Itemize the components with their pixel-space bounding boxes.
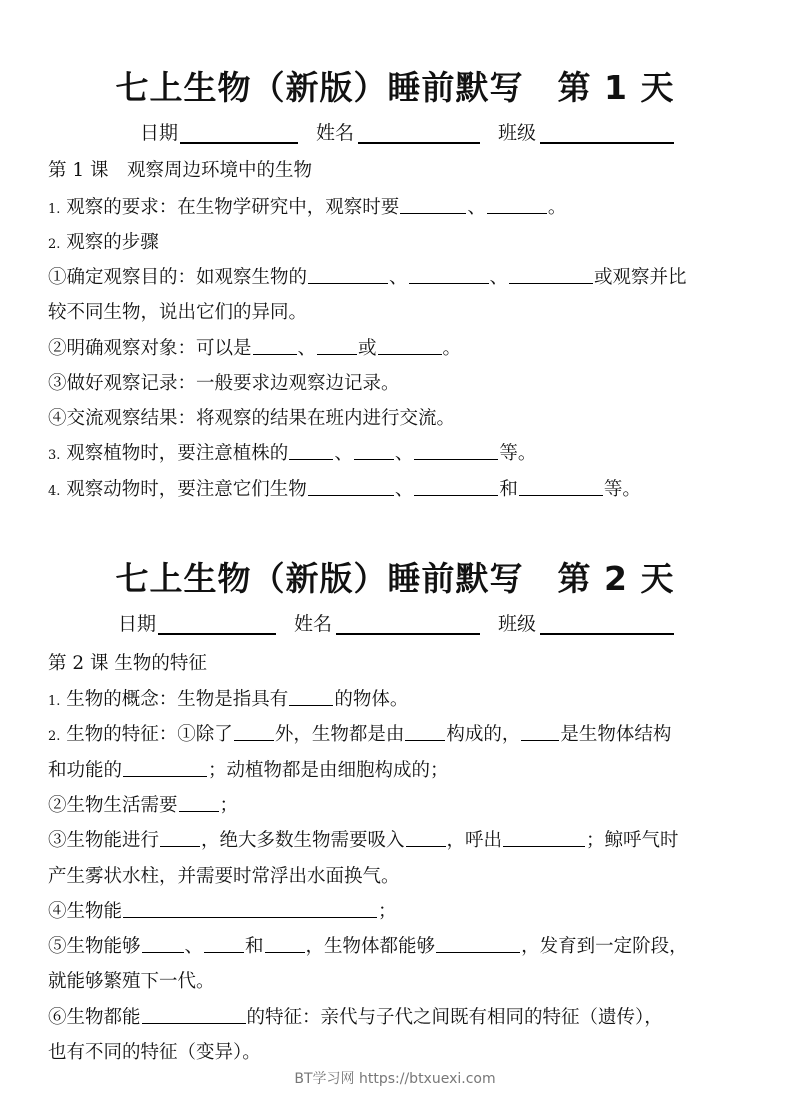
q-text: 观察动物时，要注意它们生物: [66, 479, 307, 500]
q-text: 观察植物时，要注意植株的: [66, 443, 289, 464]
day1-title: 七上生物（新版）睡前默写 第 1 天: [115, 68, 675, 107]
q-text: 构成的，: [446, 724, 521, 745]
day2-p2: [48, 794, 748, 818]
q-text: 生物的概念：生物是指具有: [66, 689, 289, 710]
blank[interactable]: [160, 829, 200, 847]
blank[interactable]: [400, 196, 466, 214]
blank[interactable]: [409, 266, 489, 284]
date-label: 日期: [118, 613, 157, 635]
name-blank[interactable]: [358, 142, 480, 144]
period: 。: [547, 197, 567, 218]
etc: 等。: [603, 479, 641, 500]
day2-p3: [48, 829, 748, 853]
etc: 等。: [499, 443, 537, 464]
day1-step1-cont: 较不同生物，说出它们的异同。: [48, 302, 308, 323]
blank[interactable]: [354, 442, 394, 460]
day2-info-row: [0, 609, 790, 639]
day2-title: 七上生物（新版）睡前默写 第 2 天: [115, 559, 675, 598]
day1-lesson-heading: 第 1 课 观察周边环境中的生物: [48, 160, 313, 181]
point-text: 的特征：亲代与子代之间既有相同的特征（遗传），: [246, 1007, 663, 1028]
sep: 、: [394, 443, 414, 464]
blank[interactable]: [487, 196, 547, 214]
blank[interactable]: [123, 759, 207, 777]
day2-p3-cont: 产生雾状水柱，并需要时常浮出水面换气。: [48, 866, 400, 887]
point-text: ⑥生物都能: [48, 1007, 141, 1028]
q-text: 和功能的: [48, 760, 123, 781]
q-number: 3.: [48, 448, 61, 463]
q-tail: 的物体。: [334, 689, 409, 710]
blank[interactable]: [123, 900, 377, 918]
name-label: 姓名: [294, 613, 333, 635]
semicolon: ；: [219, 795, 239, 816]
name-label: 姓名: [316, 122, 355, 144]
q-text: 是生物体结构: [560, 724, 672, 745]
class-label: 班级: [498, 122, 537, 144]
blank[interactable]: [289, 442, 333, 460]
step-tail: 或观察并比: [594, 267, 687, 288]
point-text: ②生物生活需要: [48, 795, 178, 816]
blank[interactable]: [179, 794, 219, 812]
blank[interactable]: [317, 337, 357, 355]
blank[interactable]: [405, 723, 445, 741]
q-text: 生物的特征：①除了: [66, 724, 233, 745]
q-number: 4.: [48, 484, 61, 499]
day2-p5-cont: 就能够繁殖下一代。: [48, 971, 215, 992]
day1-step1: [48, 266, 748, 290]
blank[interactable]: [289, 688, 333, 706]
sep: 、: [297, 338, 317, 359]
q-text: ；动植物都是由细胞构成的；: [208, 760, 449, 781]
day1-info-row: [0, 118, 790, 148]
class-label: 班级: [498, 613, 537, 635]
point-text: ，呼出: [446, 830, 503, 851]
day1-q1: [48, 196, 748, 222]
day2-p4: [48, 900, 748, 924]
blank[interactable]: [142, 935, 184, 953]
blank[interactable]: [308, 478, 394, 496]
point-text: ，绝大多数生物需要吸入: [201, 830, 405, 851]
date-blank[interactable]: [180, 142, 298, 144]
blank[interactable]: [204, 935, 244, 953]
day2-lesson-heading: 第 2 课 生物的特征: [48, 653, 207, 674]
point-text: ⑤生物能够: [48, 936, 141, 957]
q-number: 1.: [48, 202, 61, 217]
blank[interactable]: [436, 935, 520, 953]
sep: 、: [489, 267, 509, 288]
blank[interactable]: [142, 1006, 246, 1024]
q-text: 观察的步骤: [66, 232, 159, 253]
q-text: 观察的要求：在生物学研究中，观察时要: [66, 197, 400, 218]
point-text: ④生物能: [48, 901, 123, 922]
period: 。: [442, 338, 462, 359]
class-blank[interactable]: [540, 142, 674, 144]
step-text: ①确定观察目的：如观察生物的: [48, 267, 308, 288]
day1-q2: [48, 231, 748, 257]
point-text: ，发育到一定阶段，: [521, 936, 688, 957]
blank[interactable]: [234, 723, 274, 741]
and: 和: [245, 936, 264, 957]
blank[interactable]: [253, 337, 297, 355]
blank[interactable]: [509, 266, 593, 284]
q-number: 2.: [48, 729, 61, 744]
day1-step4: ④交流观察结果：将观察的结果在班内进行交流。: [48, 408, 456, 429]
sep: 、: [184, 936, 204, 957]
q-text: 外，生物都是由: [274, 724, 405, 745]
day2-p6-cont: 也有不同的特征（变异）。: [48, 1042, 261, 1063]
day1-q3: [48, 442, 748, 468]
sep: 、: [389, 267, 408, 288]
day2-q2-cont: [48, 759, 748, 783]
blank[interactable]: [378, 337, 442, 355]
day1-step3: ③做好观察记录：一般要求边观察边记录。: [48, 373, 400, 394]
q-number: 1.: [48, 694, 61, 709]
blank[interactable]: [414, 442, 498, 460]
day1-step2: [48, 337, 748, 361]
class-blank[interactable]: [540, 633, 674, 635]
sep: 、: [334, 443, 353, 464]
blank[interactable]: [308, 266, 388, 284]
day1-q4: [48, 478, 748, 504]
blank[interactable]: [414, 478, 498, 496]
footer-watermark: BT学习网 https://btxuexi.com: [294, 1071, 496, 1087]
date-label: 日期: [140, 122, 179, 144]
point-text: ，生物体都能够: [305, 936, 436, 957]
name-blank[interactable]: [336, 633, 480, 635]
q-number: 2.: [48, 237, 61, 252]
day2-p5: [48, 935, 748, 959]
and: 和: [499, 479, 518, 500]
blank[interactable]: [406, 829, 446, 847]
step-text: ②明确观察对象：可以是: [48, 338, 252, 359]
blank[interactable]: [265, 935, 305, 953]
point-text: ；鲸呼气时: [586, 830, 679, 851]
sep: 、: [394, 479, 414, 500]
blank[interactable]: [519, 478, 603, 496]
blank[interactable]: [521, 723, 559, 741]
day2-q1: [48, 688, 748, 714]
point-text: ③生物能进行: [48, 830, 160, 851]
blank[interactable]: [503, 829, 585, 847]
day2-p6: [48, 1006, 748, 1030]
date-blank[interactable]: [158, 633, 276, 635]
day2-q2: [48, 723, 748, 749]
or: 或: [358, 338, 377, 359]
semicolon: ；: [378, 901, 397, 922]
sep: 、: [467, 197, 486, 218]
